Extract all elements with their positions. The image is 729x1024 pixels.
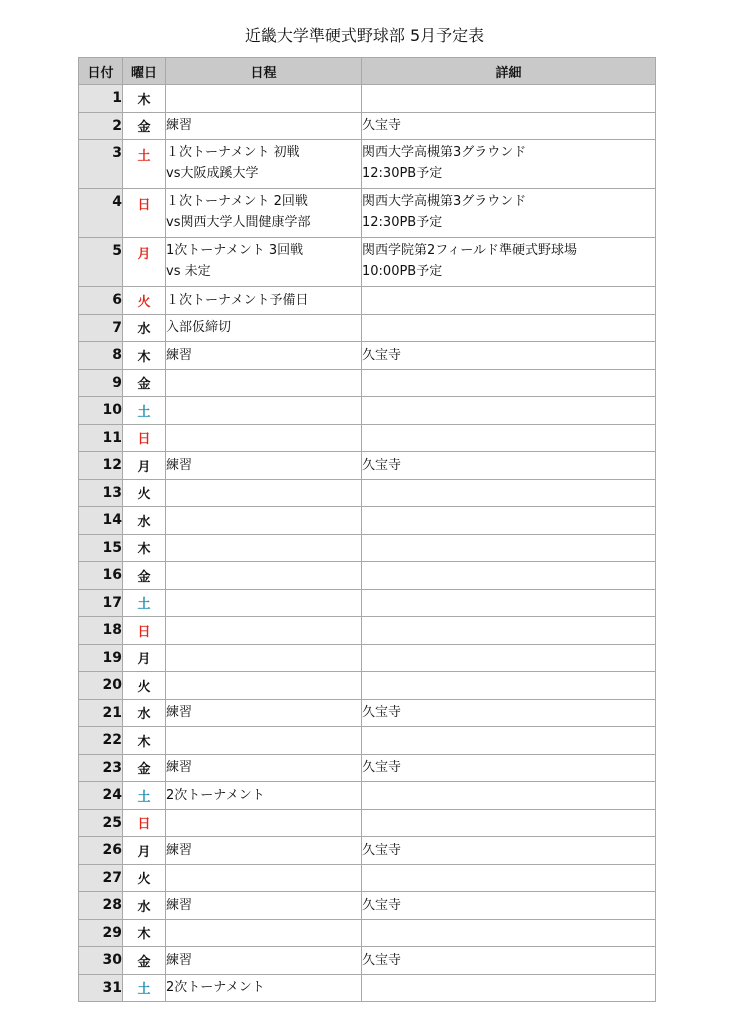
weekday-cell: 土	[123, 397, 166, 425]
schedule-cell	[166, 589, 362, 617]
day-cell: 6	[79, 287, 123, 315]
page-title: 近畿大学準硬式野球部 5月予定表	[244, 26, 485, 45]
day-cell: 25	[79, 809, 123, 837]
schedule-line: 練習	[166, 705, 193, 721]
details-line: 久宝寺	[362, 952, 402, 968]
schedule-line: vs 未定	[166, 264, 211, 279]
table-row	[79, 644, 656, 672]
weekday-cell: 日	[123, 424, 166, 452]
table-row	[79, 919, 656, 947]
schedule-cell	[166, 617, 362, 645]
details-cell	[362, 369, 656, 397]
header-weekday: 曜日	[123, 58, 166, 85]
details-cell	[362, 397, 656, 425]
table-row	[79, 809, 656, 837]
table-row	[79, 727, 656, 755]
table-row	[79, 699, 656, 727]
details-cell	[362, 947, 656, 975]
schedule-cell	[166, 892, 362, 920]
schedule-cell	[166, 140, 362, 189]
day-cell: 17	[79, 589, 123, 617]
weekday-cell: 月	[123, 837, 166, 865]
weekday-cell: 土	[123, 974, 166, 1002]
details-line: 久宝寺	[362, 842, 402, 858]
table-row	[79, 892, 656, 920]
weekday-cell: 日	[123, 617, 166, 645]
schedule-cell	[166, 809, 362, 837]
table-row	[79, 837, 656, 865]
table-row	[79, 534, 656, 562]
table-row	[79, 617, 656, 645]
day-cell: 11	[79, 424, 123, 452]
schedule-line: 練習	[166, 347, 193, 363]
schedule-cell	[166, 238, 362, 287]
details-line: 久宝寺	[362, 347, 402, 363]
weekday-cell: 火	[123, 287, 166, 315]
day-cell: 31	[79, 974, 123, 1002]
details-cell	[362, 782, 656, 810]
day-cell: 12	[79, 452, 123, 480]
details-cell	[362, 672, 656, 700]
table-row	[79, 479, 656, 507]
weekday-cell: 火	[123, 479, 166, 507]
day-cell: 24	[79, 782, 123, 810]
schedule-cell	[166, 699, 362, 727]
weekday-cell: 金	[123, 112, 166, 140]
table-row	[79, 342, 656, 370]
table-row	[79, 562, 656, 590]
day-cell: 1	[79, 85, 123, 113]
day-cell: 22	[79, 727, 123, 755]
details-cell	[362, 562, 656, 590]
day-cell: 29	[79, 919, 123, 947]
details-cell	[362, 589, 656, 617]
details-line: 10:00PB予定	[362, 264, 443, 279]
schedule-body	[79, 85, 656, 1002]
details-cell	[362, 699, 656, 727]
details-cell	[362, 140, 656, 189]
schedule-line: 練習	[166, 897, 193, 913]
schedule-line: 練習	[166, 842, 193, 858]
details-cell	[362, 837, 656, 865]
details-cell	[362, 314, 656, 342]
table-row	[79, 397, 656, 425]
weekday-cell: 月	[123, 644, 166, 672]
table-row	[79, 754, 656, 782]
weekday-cell: 木	[123, 342, 166, 370]
weekday-cell: 日	[123, 809, 166, 837]
schedule-table	[78, 57, 656, 1002]
schedule-cell	[166, 85, 362, 113]
details-cell	[362, 189, 656, 238]
details-cell	[362, 809, 656, 837]
schedule-cell	[166, 189, 362, 238]
schedule-cell	[166, 782, 362, 810]
day-cell: 19	[79, 644, 123, 672]
details-cell	[362, 617, 656, 645]
details-cell	[362, 424, 656, 452]
day-cell: 18	[79, 617, 123, 645]
header-details: 詳細	[362, 58, 656, 85]
table-row	[79, 864, 656, 892]
weekday-cell: 木	[123, 534, 166, 562]
weekday-cell: 金	[123, 562, 166, 590]
day-cell: 20	[79, 672, 123, 700]
weekday-cell: 水	[123, 507, 166, 535]
day-cell: 14	[79, 507, 123, 535]
day-cell: 23	[79, 754, 123, 782]
table-row	[79, 287, 656, 315]
table-row	[79, 140, 656, 189]
details-line: 12:30PB予定	[362, 166, 443, 181]
table-row	[79, 589, 656, 617]
table-row	[79, 947, 656, 975]
day-cell: 30	[79, 947, 123, 975]
day-cell: 8	[79, 342, 123, 370]
table-row	[79, 314, 656, 342]
day-cell: 9	[79, 369, 123, 397]
schedule-cell	[166, 314, 362, 342]
table-row	[79, 672, 656, 700]
details-cell	[362, 754, 656, 782]
day-cell: 21	[79, 699, 123, 727]
weekday-cell: 土	[123, 589, 166, 617]
day-cell: 5	[79, 238, 123, 287]
details-cell	[362, 892, 656, 920]
details-line: 久宝寺	[362, 118, 402, 134]
header-row	[79, 58, 656, 85]
weekday-cell: 金	[123, 754, 166, 782]
schedule-line: １次トーナメント 2回戦	[166, 194, 308, 209]
schedule-line: 2次トーナメント	[166, 980, 265, 996]
schedule-cell	[166, 397, 362, 425]
details-cell	[362, 919, 656, 947]
schedule-cell	[166, 974, 362, 1002]
schedule-cell	[166, 507, 362, 535]
details-cell	[362, 112, 656, 140]
schedule-cell	[166, 754, 362, 782]
schedule-cell	[166, 369, 362, 397]
schedule-cell	[166, 479, 362, 507]
schedule-cell	[166, 287, 362, 315]
schedule-line: 入部仮締切	[166, 320, 232, 336]
details-cell	[362, 644, 656, 672]
table-row	[79, 369, 656, 397]
details-line: 12:30PB予定	[362, 215, 443, 230]
table-row	[79, 85, 656, 113]
header-schedule: 日程	[166, 58, 362, 85]
schedule-cell	[166, 562, 362, 590]
details-cell	[362, 507, 656, 535]
schedule-cell	[166, 864, 362, 892]
schedule-cell	[166, 534, 362, 562]
details-line: 久宝寺	[362, 897, 402, 913]
details-line: 久宝寺	[362, 457, 402, 473]
weekday-cell: 水	[123, 314, 166, 342]
weekday-cell: 月	[123, 452, 166, 480]
day-cell: 16	[79, 562, 123, 590]
day-cell: 27	[79, 864, 123, 892]
details-cell	[362, 238, 656, 287]
weekday-cell: 金	[123, 947, 166, 975]
weekday-cell: 月	[123, 238, 166, 287]
day-cell: 15	[79, 534, 123, 562]
schedule-line: 練習	[166, 760, 193, 776]
schedule-line: １次トーナメント 初戦	[166, 145, 300, 160]
schedule-cell	[166, 837, 362, 865]
table-row	[79, 452, 656, 480]
details-line: 久宝寺	[362, 705, 402, 721]
table-row	[79, 424, 656, 452]
details-cell	[362, 342, 656, 370]
day-cell: 26	[79, 837, 123, 865]
details-cell	[362, 85, 656, 113]
weekday-cell: 水	[123, 699, 166, 727]
table-row	[79, 112, 656, 140]
weekday-cell: 金	[123, 369, 166, 397]
schedule-line: 練習	[166, 118, 193, 134]
day-cell: 28	[79, 892, 123, 920]
schedule-line: 練習	[166, 457, 193, 473]
schedule-line: １次トーナメント予備日	[166, 292, 309, 308]
table-row	[79, 238, 656, 287]
schedule-cell	[166, 424, 362, 452]
details-cell	[362, 452, 656, 480]
schedule-cell	[166, 644, 362, 672]
details-cell	[362, 287, 656, 315]
schedule-cell	[166, 947, 362, 975]
weekday-cell: 木	[123, 85, 166, 113]
details-line: 関西大学高槻第3グラウンド	[362, 145, 527, 160]
table-row	[79, 507, 656, 535]
schedule-line: vs関西大学人間健康学部	[166, 215, 311, 230]
weekday-cell: 水	[123, 892, 166, 920]
header-day: 日付	[79, 58, 123, 85]
details-cell	[362, 727, 656, 755]
schedule-line: 練習	[166, 952, 193, 968]
weekday-cell: 木	[123, 919, 166, 947]
table-row	[79, 782, 656, 810]
schedule-line: 2次トーナメント	[166, 787, 265, 803]
schedule-cell	[166, 672, 362, 700]
weekday-cell: 土	[123, 140, 166, 189]
schedule-cell	[166, 919, 362, 947]
day-cell: 4	[79, 189, 123, 238]
weekday-cell: 土	[123, 782, 166, 810]
details-line: 関西学院第2フィールド準硬式野球場	[362, 243, 577, 258]
schedule-cell	[166, 342, 362, 370]
day-cell: 7	[79, 314, 123, 342]
details-cell	[362, 974, 656, 1002]
details-line: 久宝寺	[362, 760, 402, 776]
schedule-cell	[166, 452, 362, 480]
schedule-line: vs大阪成蹊大学	[166, 166, 259, 181]
schedule-line: 1次トーナメント 3回戦	[166, 243, 304, 258]
weekday-cell: 木	[123, 727, 166, 755]
details-cell	[362, 534, 656, 562]
schedule-cell	[166, 727, 362, 755]
details-cell	[362, 479, 656, 507]
day-cell: 13	[79, 479, 123, 507]
weekday-cell: 火	[123, 864, 166, 892]
table-row	[79, 189, 656, 238]
details-line: 関西大学高槻第3グラウンド	[362, 194, 527, 209]
day-cell: 10	[79, 397, 123, 425]
table-row	[79, 974, 656, 1002]
weekday-cell: 火	[123, 672, 166, 700]
weekday-cell: 日	[123, 189, 166, 238]
day-cell: 2	[79, 112, 123, 140]
details-cell	[362, 864, 656, 892]
schedule-cell	[166, 112, 362, 140]
day-cell: 3	[79, 140, 123, 189]
